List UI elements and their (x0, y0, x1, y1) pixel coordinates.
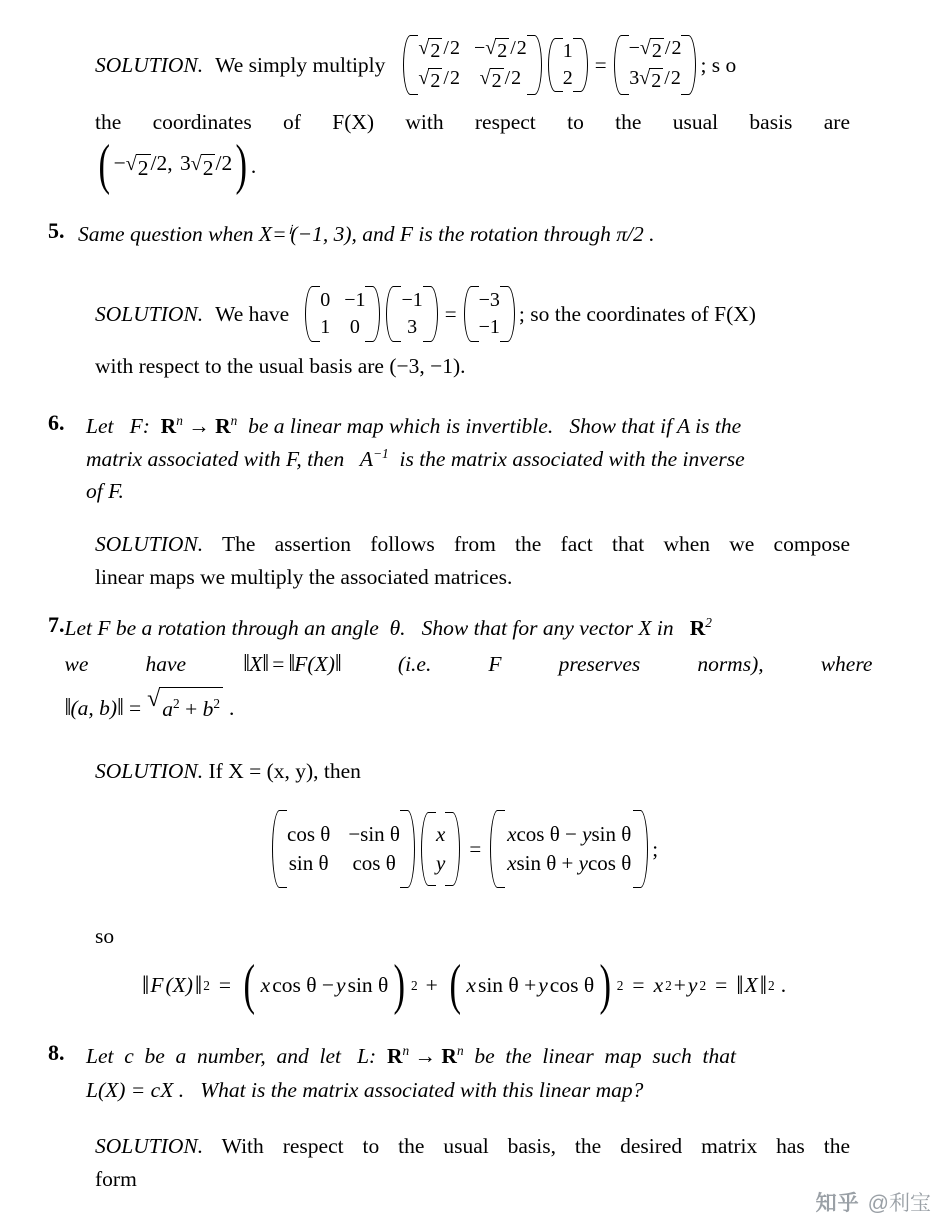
exercise-7-statement-line-3: ‖ (a, b) ‖ = √ $a^2 + b^2$ . (65, 686, 873, 730)
solution-7-label: SOLUTION. (95, 759, 204, 783)
matrix-cell: xcos θ − ysin θ (507, 822, 632, 846)
solution-5-line-1 (95, 282, 855, 346)
open-paren: ( (98, 134, 111, 197)
exercise-5-statement: Same question when X=ⁱ(−1, 3), and F is the rotation through π/2 . (78, 222, 655, 246)
solution-8-text-2: form (95, 1167, 137, 1192)
solution-4-label: SOLUTION. (95, 52, 204, 77)
solution-4-line-1 (95, 30, 855, 100)
matrix-cell: √ 2 /2 (479, 67, 522, 92)
semicolon: ; (652, 836, 659, 861)
solution-5-vector-x (384, 284, 439, 344)
solution-6-block (95, 528, 855, 595)
matrix-cell: 2 (562, 67, 573, 89)
matrix-cell: √ 2 /2 (418, 67, 460, 92)
matrix-cell: 1 (320, 316, 331, 338)
solution-6-text-1: The assertion follows from the fact that when we compose (221, 532, 850, 556)
matrix-cell: −1 (401, 289, 423, 311)
solution-4-block (95, 30, 855, 197)
exercise-6-statement-line-3: of F. (86, 479, 124, 504)
exercise-6-block (48, 410, 860, 508)
solution-5-block (95, 282, 855, 383)
matrix-cell: cos θ (352, 851, 396, 875)
vector-xy (419, 810, 462, 888)
matrix-cell: − √ 2 /2 (628, 37, 682, 62)
matrix-cell: 1 (562, 40, 573, 62)
matrix-cell: cos θ (287, 822, 331, 846)
solution-5-matrix-a (303, 284, 382, 344)
solution-6-line-2 (95, 561, 855, 594)
equals-sign: = (469, 836, 482, 861)
solution-7-block (95, 755, 855, 788)
rotation-result (488, 808, 650, 890)
solution-6-text-2: linear maps we multiply the associated matrices. (95, 565, 513, 590)
matrix-cell: 3 (407, 316, 418, 338)
exercise-8-block (48, 1040, 860, 1107)
exercise-8-number: 8. (48, 1040, 65, 1065)
solution-4-line-2 (95, 106, 850, 139)
matrix-cell: −3 (478, 289, 500, 311)
equals-sign: = (594, 52, 607, 77)
zhihu-logo: 知乎 (815, 1192, 860, 1215)
solution-5-label: SOLUTION. (95, 301, 204, 326)
solution-4-text-3: the coordinates of F(X) with respect to the usual basis are (95, 110, 850, 134)
matrix-cell: 3 √ 2 /2 (629, 67, 681, 92)
solution-4-result (612, 33, 699, 97)
solution-7-equation (270, 808, 658, 890)
solution-4-text-2: ; s o (700, 52, 737, 77)
matrix-cell: x (435, 822, 446, 846)
solution-4-text-4: − √ 2 /2, 3 √ 2 /2 (113, 151, 233, 181)
matrix-cell: sin θ (288, 851, 329, 875)
close-paren: ) (235, 134, 248, 197)
period: . (250, 153, 257, 178)
solution-5-text-1: We have (215, 301, 290, 326)
equals-sign: = (444, 301, 457, 326)
solution-4-vector-x (546, 36, 590, 94)
so-text: so (95, 924, 115, 948)
exercise-5-number: 5. (48, 218, 65, 243)
watermark-handle: @利宝 (867, 1192, 931, 1215)
matrix-cell: √ 2 /2 (418, 37, 460, 62)
matrix-cell: − √ 2 /2 (473, 37, 527, 62)
solution-5-result (462, 284, 517, 344)
solution-6-line-1 (95, 528, 850, 561)
exercise-7-statement-line-1: Let F be a rotation through an angle θ. Show that for any vector X in $R^2$ (64, 614, 712, 640)
solution-6-label: SOLUTION. (95, 532, 204, 556)
rotation-matrix (270, 808, 417, 890)
matrix-cell: xsin θ + ycos θ (507, 851, 632, 875)
solution-5-line-2 (95, 350, 855, 383)
solution-4-matrix-a (401, 33, 543, 97)
solution-4-text-1: We simply multiply (215, 52, 386, 77)
exercise-6-statement-line-1: Let F: $R^n \to R^n$ be a linear map which is invertible. Show that if A is the (86, 412, 742, 438)
matrix-cell: 0 (320, 289, 331, 311)
matrix-cell: 0 (349, 316, 360, 338)
solution-7-final-equation: ‖ F (X) ‖ 2 = ( x cos θ − y sin θ ) 2 + ( x sin θ + y cos θ ) 2 = x 2 + y 2 = ‖ X ‖ 2 . (142, 954, 787, 1016)
matrix-cell: −sin θ (348, 822, 400, 846)
solution-7-text-1: If X = (x, y), then (208, 759, 361, 783)
solution-5-text-3: with respect to the usual basis are (−3, −1). (95, 354, 466, 378)
solution-8-line-1 (95, 1130, 850, 1163)
solution-4-line-3 (95, 134, 855, 197)
solution-7-so (95, 920, 114, 953)
exercise-8-statement-line-1: Let c be a number, and let L: $R^n \to R^n$ be the linear map such that (86, 1042, 736, 1068)
exercise-8-statement-line-2: L(X) = cX . What is the matrix associated with this linear map? (86, 1077, 644, 1102)
solution-8-line-2 (95, 1163, 855, 1196)
exercise-6-number: 6. (48, 410, 65, 435)
matrix-cell: y (435, 851, 446, 875)
exercise-7-number: 7. (48, 612, 65, 637)
exercise-5-block (48, 218, 858, 250)
norm-x: ‖ X ‖ = ‖ F (X) ‖ (243, 650, 341, 678)
solution-5-text-2: ; so the coordinates of F(X) (518, 301, 756, 326)
exercise-7-block (48, 612, 873, 730)
solution-7-line-1 (95, 755, 855, 788)
exercise-6-statement-line-2: matrix associated with F, then $A^{-1}$ is the matrix associated with the inverse (86, 445, 745, 471)
matrix-cell: −1 (478, 316, 500, 338)
exercise-7-statement-line-2: we have ‖ X ‖ = ‖ F (X) ‖ (i.e. F preserves norms), where (65, 644, 873, 684)
solution-8-block (95, 1130, 855, 1197)
solution-8-label: SOLUTION. (95, 1134, 204, 1158)
solution-8-text-1: With respect to the usual basis, the desired matrix has the (221, 1134, 850, 1158)
watermark (816, 1187, 931, 1217)
matrix-cell: −1 (344, 289, 366, 311)
